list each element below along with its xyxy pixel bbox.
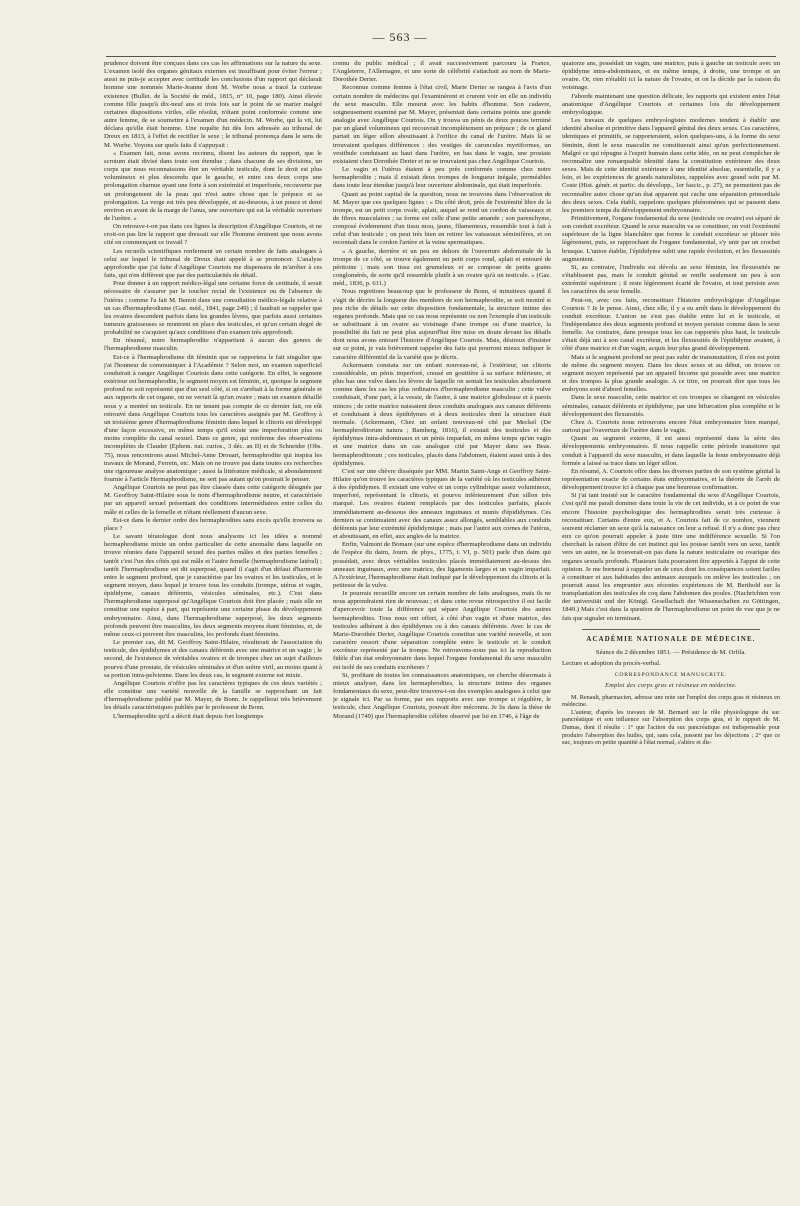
page-number: — 563 — [372,30,428,44]
column-left [104,60,322,1195]
emploi-paragraph-1: M. Renault, pharmacien, adresse une note sur l'emploi des corps gras et résineux en médecine. [562,693,780,709]
paragraph: Angélique Courtois n'offre pas les caractères typiques de ces deux variétés ; elle constitue une variété nouvelle de la famille se rapprochant un fait d'hermaphrodisme publié par M. Mayer, de Bonn. Je rappellerai très brièvement les détails caractéristiques publiés par le professeur de Bonn. [104,679,322,712]
paragraph: Dans le sexe masculin, cette matrice et ces trompes se changent en vésicules séminales, canaux déférents et épididyme, par une bifurcation plus complète et le développement des flexuosités. [562,394,780,418]
paragraph: quatorze ans, possédait un vagin, une matrice, puis à gauche un testicule avec un épididyme intra-abdominaux, et en même temps, à droite, une trompe et un ovaire. Or, rien n'établit ici la nature de l'ovaire, et on la décide par la raison du voisinage. [562,60,780,92]
column-middle [333,60,551,1195]
paragraph: Peut-on, avec ces faits, reconstituer l'histoire embryologique d'Angélique Courtois ? Je le pense. Ainsi, chez elle, il y a eu arrêt dans le développement du conduit excréteur. L'union ne s'est pas établie entre lui et le testicule, et l'indépendance des deux segments profond et moyen persiste comme dans le sexe femelle. Au contraire, dans presque tous les cas rapportés plus haut, le testicule s'était déjà uni à son canal excréteur, et les flexuosités de l'épididyme avaient, à côté d'une matrice et d'un vagin, acquis leur plus grand développement. [562,296,780,353]
emploi-heading: Emploi des corps gras et résineux en médecine. [605,682,737,690]
paragraph: Reconnue comme femme à l'état civil, Marie Derier se rangea à l'avis d'un certain nombre de médecins qui l'examinèrent et crurent voir en elle un individu du sexe masculin. Elle mourut avec les habits d'homme. Son cadavre, soigneusement examiné par M. Mayer, présentait dans certains points une grande analogie avec Angélique Courtois. On y trouva un pénis de deux pouces terminé par un gland volumineux qui recouvrait incomplètement un prépuce ; de ce gland partait un léger sillon aboutissant à l'orifice du canal de l'urètre. Mais là se trouvaient quelques différences : des vestiges de caroncules myrtiformes, un vestibule conduisant au haut dans l'urètre, en bas dans le vagin, une prostate existaient chez Dorothée Derier et ne se trouvaient pas chez Angélique Courtois. [333,84,551,165]
paragraph: Enfin, Valmont de Bomare (sur une espèce d'hermaphrodisme dans un individu de l'espèce du daim, Journ. de phys., 1775, t. VI, p. 501) parle d'un daim qui possédait, avec deux véritables testicules placés immédiatement au-dessus des anneaux inguinaux, avec une matrice, des ligaments larges et un vagin imparfait. A l'extérieur, l'hermaphrodisme était indiqué par le développement du clitoris et la petitesse de la vulve. [333,541,551,589]
paragraph: J'aborde maintenant une question délicate, les rapports qui existent entre l'état anatomique d'Angélique Courtois et certaines lois du développement embryologique. [562,92,780,116]
paragraph: Le premier cas, dit M. Geoffroy Saint-Hilaire, résulterait de l'association du testicule, des épididymes et des canaux déférents avec une matrice et un vagin ; le second, de l'existence de véritables ovaires et de trompes chez un sujet d'ailleurs pourvu d'une prostate, de vésicules séminales et d'un urètre viril, au moins quant à sa portion intra-pelvienne. Dans les deux cas, le segment externe est mixte. [104,639,322,679]
paragraph: Je pourrais recueillir encore un certain nombre de faits analogues, mais ils ne nous apprendraient rien de nouveau ; et dans cette revue rétrospective il est facile d'apercevoir toute la différence qui sépare Angélique Courtois des autres hermaphrodites. Tous nous ont offert, à côté d'un vagin et d'une matrice, des testicules adhérant à des épididymes ou à des canaux déférents. Avec le cas de Marie-Dorothée Derier, Angélique Courtois constitue une variété nouvelle, et son caractère ressort d'une séparation complète entre le testicule et le conduit excréteur représenté par la trompe. Ne retrouvons-nous pas ici la reproduction fidèle d'un état embryonnaire dans lequel l'organe fondamental du sexe masculin est isolé de ses conduits excréteurs ? [333,590,551,671]
paragraph: On retrouve-t-on pas dans ces lignes la description d'Angélique Courtois, et ne croit-on pas lire le rapport que dressait sur elle l'homme éminent que nous avons cité en commençant ce travail ? [104,223,322,247]
text-columns [104,60,780,1195]
paragraph: connu du public médical ; il avait successivement parcouru la France, l'Angleterre, l'Allemagne, et une sorte de célébrité s'attachait au nom de Marie-Dorothée Derier. [333,60,551,84]
journal-page [14,8,786,1198]
paragraph: Mais si le segment profond ne peut pas subir de transmutation, il n'en est point de même du segment moyen. Dans les deux sexes et au début, on trouve ce segment moyen représenté par un appareil bicorne qui possède avec une matrice et des trompes la plus grande analogie. A ce titre, on pourrait dire que tous les embryons sont d'abord femelles. [562,353,780,394]
paragraph: prudence doivent être conçues dans ces cas les affirmations sur la nature du sexe. L'examen isolé des organes génitaux externes est insuffisant pour éviter l'erreur ; aussi ne puis-je accepter avec certitude les conclusions d'un rapport qui déclarait homme une nommée Marie-Jeanne dont M. Worbe nous a tracé la curieuse existence (Bullet. de la Société de méd., 1815, n° 10, page 180). Ainsi élevée comme fille jusqu'à dix-neuf ans et trois fois sur le point de se marier malgré certaines dispositions viriles, elle résolut, n'étant point conformée comme une autre femme, de se soumettre à l'examen d'un médecin. M. Worbe, qui la vit, lui déclara qu'elle était homme. Une requête fut dès lors adressée au tribunal de Dreux en 1813, à l'effet de rectifier le sexe ; le tribunal prononça dans le sens de M. Worbe. Voyons sur quels faits il s'appuyait : [104,60,322,149]
seance-line: Séance du 2 décembre 1851. — Présidence de M. Orfila. [595,648,747,656]
emploi-paragraph-2: L'auteur, d'après les travaux de M. Bernard sur le rôle physiologique du suc pancréatique et son influence sur l'absorption des corps gras, et le rapport de M. Dumas, dont il résulte : 1° que l'action du suc pancréatique est indispensable pour produire l'absorption des huiles, qui, sans cela, passent par les déjections ; 2° que ce suc, toujours en petite quantité à l'état normal, s'altère et dis- [562,708,780,747]
paragraph: Le savant tératologue dont nous analysons ici les idées a nommé hermaphrodisme mixte un ordre particulier de cette anomalie dans laquelle on trouve réunies dans l'appareil sexuel des parties mâles et des parties femelles ; tantôt c'est l'un des côtés qui est mâle et l'autre femelle (hermaphrodisme latéral) ; tantôt l'hermaphrodisme est dit superposé, quand il s'agit d'un défaut d'harmonie entre le segment profond, que je caractérise par les ovaires et les testicules, et le segment moyen, dans lequel je trouve tous les conduits (trompe, utérus et vagin, épididyme, canaux déférents, vésicules séminales, etc.). C'est dans l'hermaphrodisme superposé qu'Angélique Courtois doit être placée ; mais elle en constitue une espèce à part, qui représente une certaine phase du développement embryonnaire. Ainsi, dans l'hermaphrodisme superposé, les deux segments profonds peuvent être masculins, les deux segments moyens étant féminins, et, de même ceux-ci peuvent être masculins, les profonds étant féminins. [104,533,322,638]
paragraph: Si, profitant de toutes les connaissances anatomiques, on cherche désormais à mieux analyser, dans les hermaphrodites, la structure intime des organes fondamentaux du sexe, peut-être trouvera-t-on des exemples analogues à celui que je signale ici. Par sa forme, par ses rapports avec une trompe si régulière, le testicule, chez Angélique Courtois, pouvait être méconnu. Je lis dans la thèse de Morand (1749) que l'hermaphrodite célèbre observé par lui en 1746, à l'âge de [333,671,551,720]
paragraph: Nous regrettons beaucoup que le professeur de Bonn, si minutieux quand il s'agit de décrire la longueur des membres de son hermaphrodite, se soit montré si peu riche de détails sur cette disposition fondamentale, la structure intime des organes profonds. Mais que ce cas nous représente ou non l'exemple d'un testicule se substituant à un ovaire au voisinage d'une trompe ou d'une matrice, la possibilité du fait ne peut plus aujourd'hui être mise en doute devant les détails dont nous avons entouré l'histoire d'Angélique Courtois. Mais, désireux d'insister sur ce point, je vais brièvement rappeler des faits qui pourront mieux indiquer le caractère différentiel de la variété que je décris. [333,288,551,361]
correspondance-heading: CORRESPONDANCE MANUSCRITE. [614,672,728,679]
paragraph: Quant au segment externe, il est aussi représenté dans la série des développements embryonnaires. Il nous rappelle cette période transitoire qui conduit à l'appareil du sexe masculin, et dans laquelle la fente embryonnaire déjà formée a laissé sa trace dans un léger sillon. [562,435,780,467]
paragraph: Si j'ai tant insisté sur le caractère fondamental du sexe d'Angélique Courtois, c'est qu'il me paraît dominer dans toute la vie de cet individu, et à ce point de vue encore l'histoire psychologique des hermaphrodites serait très curieuse à reconstituer. Certains d'entre eux, et A. Courtois fait de ce nombre, viennent souvent réclamer un sexe qu'à la naissance on leur a refusé. Il n'y a donc pas chez eux ce qu'on pourrait appeler à juste titre une indifférence sexuelle. Si l'on cherchait la raison d'être de cet instinct qui les pousse tantôt vers un sexe, tantôt vers un autre, ne la trouverait-on pas dans la nature testiculaire ou ovarique des organes sexuels profonds. Plusieurs faits pourraient être apportés à l'appui de cette opinion. Je me bornerai à rappeler un de ceux dont les conséquences soient faciles à constituer et aux habitudes des animaux auxquels on enlève les testicules ; on pourrait aussi les emprunter aux récentes expériences de M. Berthold sur la transplantation des testicules de coq dans l'abdomen des poules. (Nachrichten von der universität und der Königl. Gesellschaft der Wissenschaften zu Göttingen, 1849.) Mais c'est dans la question de l'hermaphrodisme un point de vue que je ne fais que signaler en terminant. [562,492,780,622]
paragraph: Quant au point capital de la question, nous ne trouvons dans l'observation de M. Mayer que ces quelques lignes : « Du côté droit, près de l'extrémité libre de la trompe, est un petit corps ovale, aplati, auquel se rend un cordon de vaisseaux et de fibres musculaires ; sa forme est celle d'une petite amande ; son parenchyme, composé évidemment d'un tissu mou, jaune, filamenteux, ressemble tout à fait à celui d'un testicule ; on peut très bien en retirer les vaisseaux séminifères, et on reconnaît dans le cordon l'artère et la veine spermatiques. [333,190,551,247]
paragraph: Pour donner à un rapport médico-légal une certaine force de certitude, il serait nécessaire de s'assurer par le toucher rectal de l'existence ou de l'absence de l'utérus ; comme l'a fait M. Benoit dans une consultation médico-légale relative à un cas d'hermaphrodisme (Gaz. méd., 1841, page 249) ; il faudrait se rappeler que les ovaires descendent parfois dans les grandes lèvres, que parfois aussi certaines tumeurs graisseuses se montrent en place des testicules, et qu'un certain degré de probabilité ne s'acquiert qu'aux conditions d'un examen très approfondi. [104,280,322,337]
paragraph: Les travaux de quelques embryologistes modernes tendent à établir une identité absolue et primitive dans l'appareil génital des deux sexes. Ces caractères, identiques et primitifs, se rapporteraient, selon quelques-uns, à la forme du sexe féminin, dont le sexe masculin ne constituerait ainsi qu'un perfectionnement. Malgré ce qui répugne à l'esprit humain dans cette idée, on ne peut s'empêcher de reconnaître une remarquable identité dans la constitution extérieure des deux sexes. Mais de cette identité extérieure à une identité absolue, essentielle, il y a loin, et les expériences de grands naturalistes, rappelées avec grand soin par M. Coste (Hist. génér. et partic. du développ., 1er fascic., p. 27), ne permettent pas de reconnaître autre chose qu'un état apparent qui cache une séparation primordiale des deux sexes. Cela établi, rappelons quelques phénomènes qui se passent dans les premiers temps du développement embryonnaire. [562,117,780,214]
paragraph: « A gauche, derrière et un peu en dehors de l'ouverture abdominale de la trompe de ce côté, se trouve également un petit corps rond, aplati et entouré de péritoine ; mais son tissu est grumeleux et se compose de petits grains conglomérés, de sorte qu'il ressemble plutôt à un ovaire qu'à un testicule. » (Gaz. méd., 1836, p. 611.) [333,247,551,288]
paragraph: L'hermaphrodite qu'il a décrit était depuis fort longtemps [113,712,264,720]
paragraph: En résumé, A. Courtois offre dans les diverses parties de son système génital la représentation exacte de certains états embryonnaires, et la théorie de l'arrêt de développement trouve ici à chaque pas une heureuse confirmation. [562,467,780,492]
academy-heading: ACADÉMIE NATIONALE DE MÉDECINE. [586,635,756,643]
lecture-line: Lecture et adoption du procès-verbal. [562,660,661,668]
paragraph: Le vagin et l'utérus étaient à peu près conformés comme chez notre hermaphrodite ; mais il existait deux trompes de longueur inégale, perméables dans toute leur étendue jusqu'à leur ouverture abdominale, qui était imperforée. [333,166,551,190]
paragraph: Les recueils scientifiques renferment un certain nombre de faits analogues à celui sur lequel le tribunal de Dreux était appelé à se prononcer. L'analyse approfondie que j'ai faite d'Angélique Courtois me dispensera de m'arrêter à ces faits, qui n'en diffèrent que par des particularités de détail. [104,247,322,280]
paragraph: Ackermann constata sur un enfant nouveau-né, à l'extérieur, un clitoris considérable, un pénis imperforé, creusé en gouttière à sa surface inférieure, et plus bas une vulve dans les lèvres de laquelle on sentait les testicules absolument comme dans les cas les plus ordinaires d'hermaphrodisme masculin ; cette vulve conduisait, d'une part, à la vessie, de l'autre, à une matrice globuleuse et à parois minces ; de cette matrice naissaient deux conduits analogues aux canaux déférents et conduisant à deux épididymes et à deux testicules dont la structure était normale. (Ackermann, Chez un enfant nouveau-né cité par Meckel (De hermaphroditorum natura ; Bamberg, 1816), il existait des testicules et des épididymes intra-abdominaux et un pénis imparfait, en même temps qu'un vagin et une matrice dans un cas analogue cité par Mayer dans ses Beas. hermaphroditorum ; ces testicules, placés dans l'abdomen, étaient aussi unis à des épididymes. [333,361,551,467]
paragraph: Angélique Courtois ne peut pas être classée dans cette catégorie désignée par M. Geoffroy Saint-Hilaire sous le nom d'hermaphrodisme neutre, et caractérisée par un appareil sexuel présentant des conditions intermédiaires entre celles du mâle et celles de la femelle et n'étant réellement d'aucun sexe. [104,484,322,516]
column-right-body [562,60,780,623]
paragraph: Chez A. Courtois nous retrouvons encore l'état embryonnaire bien marqué, surtout par l'ouverture de l'urètre dans le vagin. [562,418,780,435]
paragraph: Est-ce dans le dernier ordre des hermaphrodites sans excès qu'elle trouvera sa place ? [104,516,322,532]
paragraph: Si, au contraire, l'individu est dévolu au sexe féminin, les flexuosités ne s'établissent pas, mais le conduit génital se renfle seulement un peu à son extrémité supérieure ; il reste légèrement écarté de l'ovaire, et tout persiste avec les caractères du sexe femelle. [562,263,780,296]
paragraph: Est-ce à l'hermaphrodisme dit féminin que se rapportera le fait singulier que j'ai l'honneur de communiquer à l'Académie ? Selon moi, un examen superficiel conduirait à ranger Angélique Courtois dans cette catégorie. En effet, le segment extérieur est hermaphrodite, le segment moyen est féminin, et, quoique le segment profond ne soit représenté que d'un seul côté, si on s'arrêtait à la forme générale et aux rapports de cet organe, on ne verrait là qu'un ovaire ; mais un examen détaillé nous y a montré un testicule. En ne tenant pas compte de ce dernier fait, on eût retrouvé dans Angélique Courtois tous les caractères assignés par M. Geoffroy à un troisième genre d'hermaphrodisme féminin dans lequel le clitoris est développé d'une façon excessive, en même temps qu'il existe une imperforation plus ou moins complète du canal sexuel. Dans ce genre, qui renferme des observations incomplètes de Clauder (Ephem. nat. curios., 3 déc. an II) et de Schneider (Obs. 75), nous rencontrons aussi Michel-Anne Drouart, hermaphrodite qui inspira les travaux de Morand, Ferrein, etc. Mais on ne trouve pas dans toutes ces recherches une rigoureuse analyse anatomique ; aussi la littérature médicale, si abondamment fournie à l'article Hermaphrodisme, ne sert pas autant qu'on pourrait le penser. [104,353,322,483]
section-separator [582,629,760,630]
paragraph: Primitivement, l'organe fondamental du sexe (testicule ou ovaire) est séparé de son conduit excréteur. Quand le sexe masculin va se constituer, on voit l'extrémité supérieure de la ligne blanchâtre que forme le conduit excréteur se plisser très légèrement, puis, se rapprochant de l'organe fondamental, s'y unir par un crochet brusque. L'union établie, l'épididyme subit une rapide évolution, et les flexuosités augmentent. [562,214,780,263]
paragraph: C'est sur une chèvre disséquée par MM. Martin Saint-Ange et Geoffroy Saint-Hilaire qu'on trouve les caractères typiques de la variété où les testicules adhèrent à des épididymes. Il existait une vulve et un corps cylindrique assez volumineux, imperforé, représentant le clitoris, et pourvu inférieurement d'un sillon très marqué. Les ovaires étaient remplacés par des testicules parfaits, placés immédiatement au-dessous des anneaux inguinaux et munis d'épididymes. Ces derniers se continuaient avec des canaux assez allongés, semblables aux conduits déférents par leur extrémité épididymique ; mais par l'autre aux cornes de l'utérus, et aboutissant, en effet, aux angles de la matrice. [333,467,551,541]
paragraph: En résumé, notre hermaphrodite n'appartient à aucun des genres de l'hermaphrodisme masculin. [104,337,322,353]
paragraph: « Examen fait, nous avons reconnu, disent les auteurs du rapport, que le scrotum était divisé dans toute son étendue ; dans chacune de ses divisions, un corps que nous reconnaissons être un véritable testicule, dont le droit est plus volumineux et plus descendu que le gauche, et entre ces deux corps une prolongation charnue ayant une forte à son extrémité et imperforée, recouverte par un prolongement de la peau qui n'est autre chose que le prépuce et sa prolongation. La verge est très peu développée, et au-dessous, à un pouce et demi environ en avant de la marge de l'anus, une ouverture qui est la véritable ouverture de l'urètre. » [104,149,322,222]
column-right [562,60,780,1195]
header-rule [106,56,776,57]
